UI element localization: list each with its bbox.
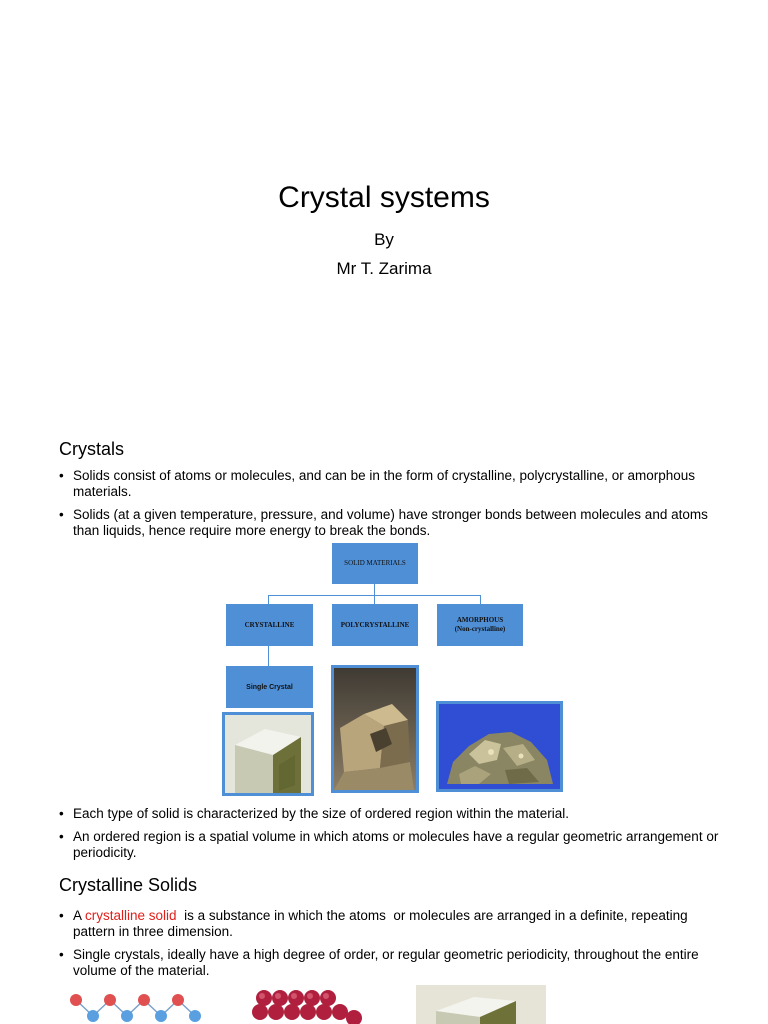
amorphous-label: AMORPHOUS	[456, 616, 504, 624]
bullet-suffix: is a substance in which the atoms or molecules are arranged in a definite, repeating pattern in three dimension.	[73, 908, 692, 939]
bullet-dot: •	[59, 829, 64, 844]
bullet-dot: •	[59, 507, 64, 522]
bullet-text: Each type of solid is characterized by the size of ordered region within the material.	[73, 806, 570, 821]
diagram-connector	[268, 646, 269, 666]
amorphous-sublabel: (Non-crystalline)	[454, 625, 506, 633]
crystals-bullet-1	[59, 468, 719, 500]
diagram-connector	[374, 584, 375, 595]
diagram-connector	[268, 595, 269, 604]
crystals-heading: Crystals	[59, 439, 125, 459]
bullet-dot: •	[59, 468, 64, 483]
bullet-dot: •	[59, 947, 64, 962]
diagram-crystalline: CRYSTALLINE	[226, 604, 313, 646]
bullet-prefix: A	[73, 908, 86, 923]
crystals-bullet-3	[59, 806, 719, 822]
slide-title: Crystal systems	[278, 181, 490, 214]
bullet-dot: •	[59, 806, 64, 821]
diagram-polycrystalline: POLYCRYSTALLINE	[332, 604, 418, 646]
crystals-bullet-4	[59, 829, 719, 861]
bullet-text: Solids (at a given temperature, pressure, and volume) have stronger bonds between molecules and atoms than liquids, hence require more energy to break the bonds.	[73, 507, 708, 538]
author-name: Mr T. Zarima	[336, 259, 432, 278]
atom-lattice-image	[66, 990, 202, 1024]
single-crystal-bottom-image	[416, 985, 546, 1024]
crystalline-solids-heading: Crystalline Solids	[59, 875, 198, 895]
diagram-solid-materials: SOLID MATERIALS	[332, 543, 418, 584]
single-crystal-image	[222, 712, 314, 796]
bullet-text: An ordered region is a spatial volume in which atoms or molecules have a regular geometric arrangement or periodicity.	[73, 829, 719, 860]
diagram-amorphous	[437, 604, 523, 646]
diagram-connector	[480, 595, 481, 604]
bullet-dot: •	[59, 908, 64, 923]
diagram-single-crystal: Single Crystal	[226, 666, 313, 708]
packed-spheres-image	[250, 988, 366, 1024]
crystalline-bullet-1	[59, 908, 719, 940]
bullet-text: Solids consist of atoms or molecules, and can be in the form of crystalline, polycrystalline, or amorphous materials.	[73, 468, 696, 499]
bullet-text: Single crystals, ideally have a high degree of order, or regular geometric periodicity, throughout the entire volume of the material.	[73, 947, 699, 978]
diagram-connector	[374, 595, 375, 604]
byline-by: By	[374, 230, 394, 249]
amorphous-image	[436, 701, 563, 792]
polycrystalline-image	[331, 665, 419, 793]
highlight-term: crystalline solid	[85, 908, 177, 923]
crystals-bullet-2	[59, 507, 719, 539]
crystalline-bullet-2	[59, 947, 719, 979]
